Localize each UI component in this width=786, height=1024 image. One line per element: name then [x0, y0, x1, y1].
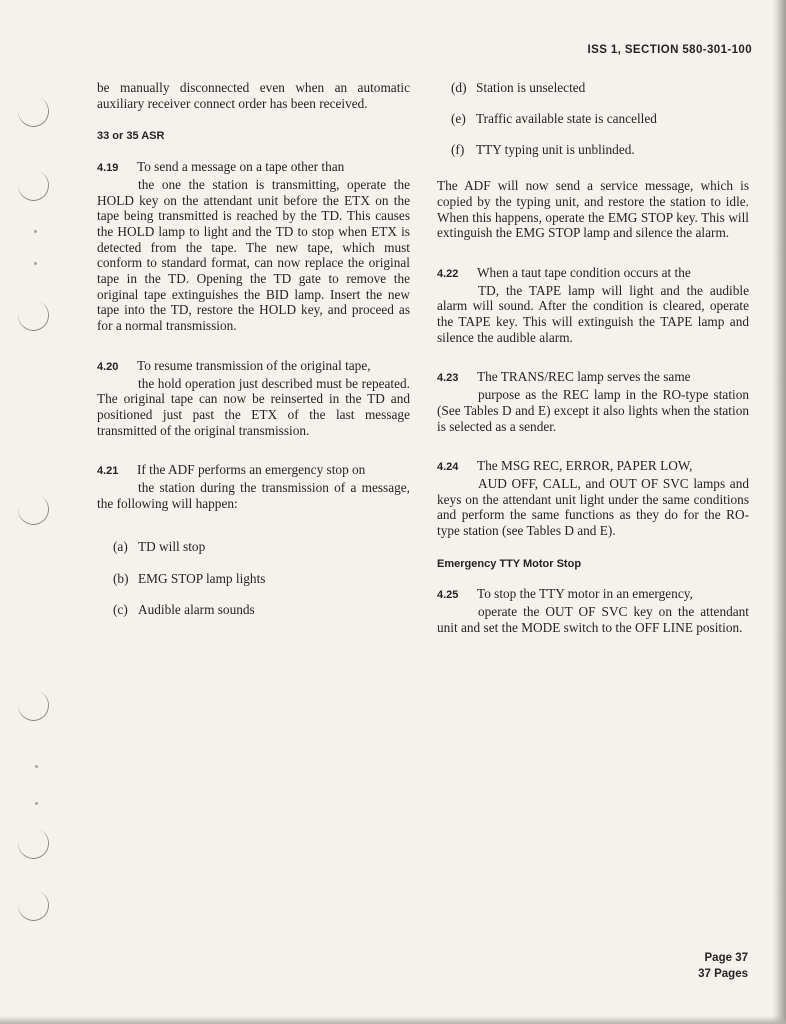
list-label: (d): [451, 80, 467, 95]
scan-edge-shadow: [772, 0, 786, 1024]
list-text: Audible alarm sounds: [138, 601, 255, 617]
paragraph-number: 4.24: [437, 461, 459, 474]
paragraph-body: AUD OFF, CALL, and OUT OF SVC lamps and keys on the attendant unit light under the same conditions and perform the same functions as they do for the RO-type station (see Tables D and E).: [437, 475, 749, 539]
binder-hole-icon: [15, 93, 53, 131]
paragraph-body: TD, the TAPE lamp will light and the audible alarm will sound. After the condition is cleared, operate the TAPE key. This will extinguish the TAPE lamp and silence the audible alarm.: [437, 282, 749, 345]
paragraph-4-19: [97, 159, 410, 334]
binder-hole-marks: [0, 0, 60, 1024]
list-label: (b): [113, 570, 129, 586]
paragraph-first-line: The MSG REC, ERROR, PAPER LOW,: [477, 458, 693, 474]
section-heading-asr: 33 or 35 ASR: [97, 130, 165, 143]
binder-hole-icon: [15, 167, 53, 205]
paragraph-body: operate the OUT OF SVC key on the attendant unit and set the MODE switch to the OFF LINE position.: [437, 604, 749, 635]
list-label: (c): [113, 601, 128, 617]
binder-hole-icon: [15, 297, 53, 335]
paragraph-number: 4.22: [437, 267, 459, 280]
paragraph-4-22: [437, 265, 749, 346]
list-item-a: [113, 539, 410, 555]
scan-speck: [34, 262, 37, 265]
paragraph-number: 4.20: [97, 360, 119, 373]
list-item-d: [451, 80, 749, 96]
list-label: (a): [113, 539, 128, 555]
scan-bottom-shadow: [0, 1016, 786, 1024]
list-text: Station is unselected: [476, 80, 586, 95]
binder-hole-icon: [15, 825, 53, 863]
paragraph-4-23: [437, 369, 749, 434]
paragraph-4-25: [437, 586, 749, 635]
intro-paragraph: be manually disconnected even when an automatic auxiliary receiver connect order has been received.: [97, 80, 410, 111]
paragraph-first-line: When a taut tape condition occurs at the: [477, 264, 691, 280]
list-text: Traffic available state is cancelled: [476, 111, 657, 127]
paragraph-4-20: [97, 358, 410, 439]
list-text: TTY typing unit is unblinded.: [476, 142, 635, 158]
page-number: Page 37: [704, 952, 748, 964]
paragraph-body: purpose as the REC lamp in the RO-type station (See Tables D and E) except it also lights when the station is selected as a sender.: [437, 387, 749, 434]
page-count: 37 Pages: [698, 968, 748, 980]
scan-speck: [34, 230, 37, 233]
left-column: [97, 80, 410, 633]
paragraph-first-line: To stop the TTY motor in an emergency,: [477, 586, 693, 602]
list-item-e: [451, 111, 749, 127]
list-item-c: [113, 602, 410, 618]
list-text: EMG STOP lamp lights: [138, 570, 266, 586]
section-heading-emergency: Emergency TTY Motor Stop: [437, 557, 582, 570]
list-text: TD will stop: [138, 539, 206, 555]
right-column: [437, 80, 749, 652]
binder-hole-icon: [15, 687, 53, 725]
list-label: (f): [451, 142, 465, 158]
paragraph-body: the one the station is transmitting, operate the HOLD key on the attendant unit before the ETX on the tape being transmitted is reached by the TD. This causes the HOLD lamp to light and the TD to stop when ETX is detected from the tape. The new tape, which must conform to standard format, can now replace the original tape in the TD. Opening the TD gate to remove the original tape extinguishes the BID lamp. Insert the new tape into the TD, restore the HOLD key, and proceed as for a normal transmission.: [97, 176, 410, 334]
paragraph-first-line: If the ADF performs an emergency stop on: [137, 462, 366, 478]
list-label: (e): [451, 111, 466, 127]
scan-speck: [35, 765, 38, 768]
paragraph-first-line: The TRANS/REC lamp serves the same: [477, 369, 691, 385]
binder-hole-icon: [15, 491, 53, 529]
paragraph-number: 4.23: [437, 372, 459, 385]
paragraph-body: the hold operation just described must be repeated. The original tape can now be reinserted in the TD and positioned just past the ETX of the last message transmitted of the original transmission.: [97, 375, 410, 438]
paragraph-number: 4.25: [437, 589, 459, 602]
list-item-b: [113, 571, 410, 587]
paragraph-4-21: [97, 462, 410, 511]
paragraph-4-24: [437, 458, 749, 539]
list-item-f: [451, 142, 749, 158]
paragraph-number: 4.19: [97, 162, 119, 175]
paragraph-number: 4.21: [97, 465, 119, 478]
paragraph-body: the station during the transmission of a message, the following will happen:: [97, 480, 410, 511]
section-header: ISS 1, SECTION 580-301-100: [587, 44, 752, 56]
adf-paragraph: The ADF will now send a service message, which is copied by the typing unit, and restore the station to idle. When this happens, operate the EMG STOP key. This will extinguish the EMG STOP lamp and silence the alarm.: [437, 178, 749, 241]
binder-hole-icon: [15, 887, 53, 925]
paragraph-first-line: To resume transmission of the original tape,: [137, 357, 371, 373]
page-footer: [698, 950, 748, 982]
scan-speck: [35, 802, 38, 805]
paragraph-first-line: To send a message on a tape other than: [137, 159, 345, 175]
